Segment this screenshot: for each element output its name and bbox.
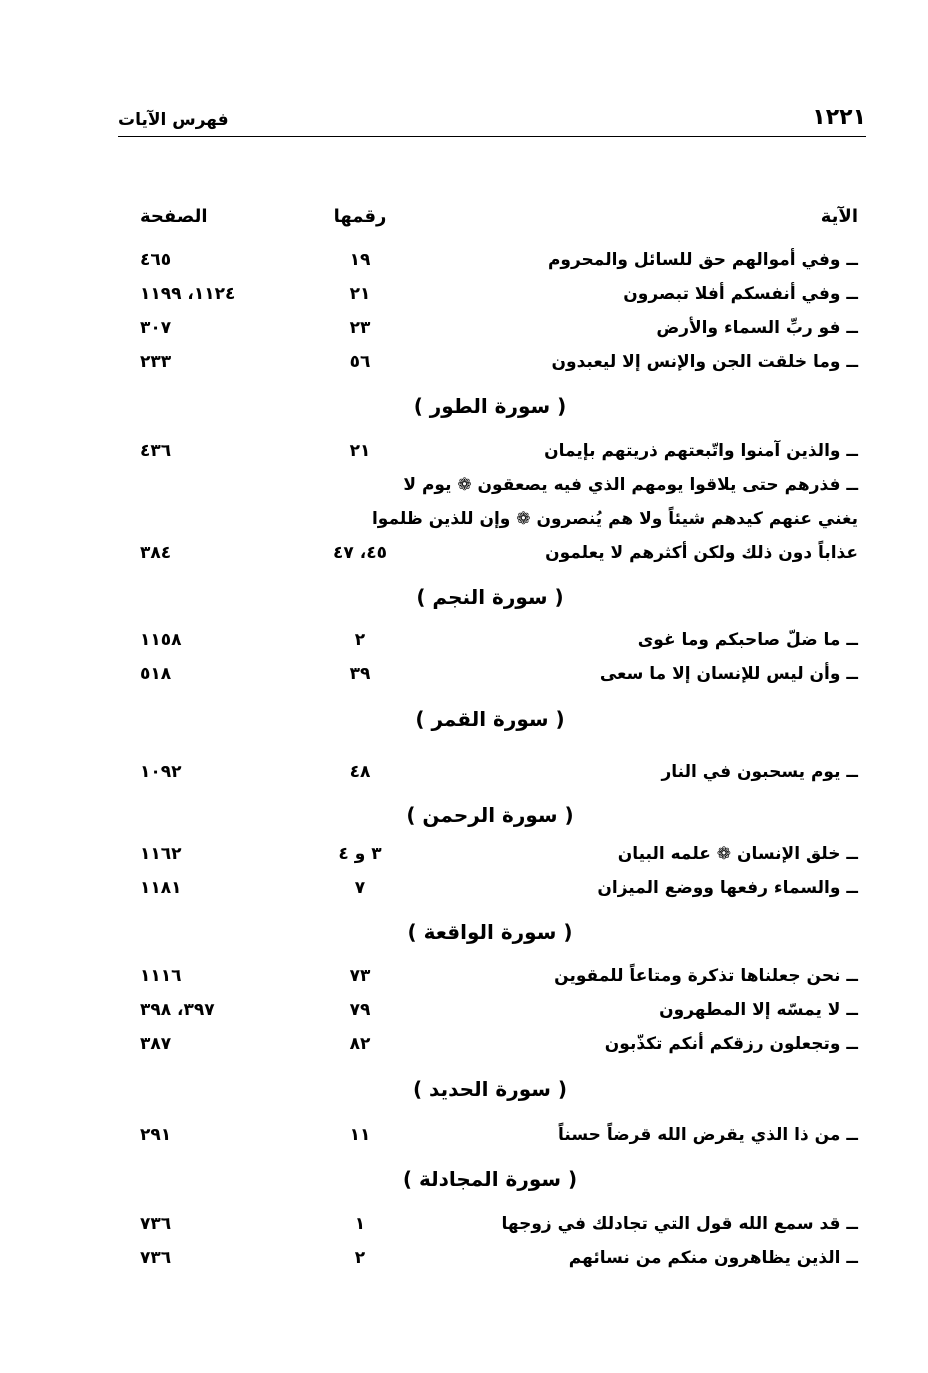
index-row <box>0 345 928 379</box>
page-reference: ١١١٦ <box>140 966 182 986</box>
page-reference: ٧٣٦ <box>140 1214 172 1234</box>
verse-text: ــ وأن ليس للإنسان إلا ما سعى <box>599 664 858 684</box>
verse-number: ٢٣ <box>349 318 371 338</box>
page-number: ١٢٢١ <box>812 105 866 130</box>
verse-number: ٢ <box>354 630 366 650</box>
verse-text: ــ وفي أموالهم حق للسائل والمحروم <box>547 250 858 270</box>
verse-text: عذاباً دون ذلك ولكن أكثرهم لا يعلمون <box>545 543 858 563</box>
index-row <box>0 623 928 657</box>
verse-text: ــ قد سمع الله قول التي تجادلك في زوجها <box>501 1214 858 1234</box>
verse-number: ٤٨ <box>349 762 371 782</box>
index-row <box>0 657 928 691</box>
verse-number: ٨٢ <box>349 1034 371 1054</box>
page-reference: ١١٥٨ <box>140 630 182 650</box>
surah-heading: ( سورة الطور ) <box>413 394 567 418</box>
verse-text: ــ وما خلقت الجن والإنس إلا ليعبدون <box>551 352 858 372</box>
page-reference: ١١٢٤، ١١٩٩ <box>140 284 236 304</box>
page-reference: ٢٣٣ <box>140 352 172 372</box>
surah-heading: ( سورة الواقعة ) <box>407 920 573 944</box>
surah-heading: ( سورة الحديد ) <box>412 1077 568 1101</box>
page-reference: ١٠٩٢ <box>140 762 182 782</box>
index-row <box>0 837 928 871</box>
verse-number: ٧٣ <box>349 966 371 986</box>
verse-number: ١١ <box>349 1125 371 1145</box>
verse-number: ٣ و ٤ <box>338 844 382 864</box>
index-row <box>0 1027 928 1061</box>
verse-text: ــ نحن جعلناها تذكرة ومتاعاً للمقوين <box>554 966 858 986</box>
surah-heading: ( سورة الرحمن ) <box>406 803 574 827</box>
index-row <box>0 536 928 570</box>
page-reference: ٢٩١ <box>140 1125 172 1145</box>
index-row <box>0 1241 928 1275</box>
page-reference: ١١٨١ <box>140 878 182 898</box>
index-row <box>0 311 928 345</box>
page-reference: ٧٣٦ <box>140 1248 172 1268</box>
surah-heading: ( سورة النجم ) <box>416 585 564 609</box>
index-row <box>0 1207 928 1241</box>
page-reference: ٣٠٧ <box>140 318 172 338</box>
column-header-page: الصفحة <box>140 206 208 227</box>
verse-text: ــ ما ضلّ صاحبكم وما غوى <box>637 630 858 650</box>
verse-number: ٤٥، ٤٧ <box>333 543 387 563</box>
verse-text: يغني عنهم كيدهم شيئاً ولا هم يُنصرون ❁ وإن للذين ظلموا <box>371 509 858 529</box>
index-row <box>0 871 928 905</box>
page-reference: ١١٦٢ <box>140 844 182 864</box>
column-header-number: رقمها <box>333 206 387 227</box>
verse-number: ١ <box>354 1214 366 1234</box>
verse-text: ــ وفي أنفسكم أفلا تبصرون <box>623 284 858 304</box>
index-row <box>0 755 928 789</box>
verse-number: ٥٦ <box>349 352 371 372</box>
surah-heading: ( سورة القمر ) <box>415 707 565 731</box>
verse-text: ــ لا يمسّه إلا المطهرون <box>659 1000 858 1020</box>
page-header <box>118 100 866 130</box>
index-row <box>0 993 928 1027</box>
page-reference: ٤٣٦ <box>140 441 172 461</box>
verse-text: ــ وتجعلون رزقكم أنكم تكذّبون <box>604 1034 858 1054</box>
page-reference: ٥١٨ <box>140 664 172 684</box>
verse-text: ــ يوم يسحبون في النار <box>661 762 858 782</box>
verse-text: ــ والذين آمنوا واتّبعتهم ذريتهم بإيمان <box>544 441 858 461</box>
verse-text: ــ والسماء رفعها ووضع الميزان <box>597 878 858 898</box>
verse-number: ١٩ <box>349 250 371 270</box>
index-row <box>0 468 928 502</box>
verse-text: ــ من ذا الذي يقرض الله قرضاً حسناً <box>558 1125 858 1145</box>
index-row <box>0 1118 928 1152</box>
column-headers <box>0 200 928 234</box>
verse-number: ٢١ <box>349 441 371 461</box>
page-reference: ٣٩٧، ٣٩٨ <box>140 1000 215 1020</box>
verse-text: ــ خلق الإنسان ❁ علمه البيان <box>617 844 858 864</box>
page-reference: ٣٨٧ <box>140 1034 172 1054</box>
index-row <box>0 502 928 536</box>
verse-text: ــ فذرهم حتى يلاقوا يومهم الذي فيه يصعقون ❁ يوم لا <box>403 475 858 495</box>
page-reference: ٤٦٥ <box>140 250 172 270</box>
verse-number: ٧٩ <box>349 1000 371 1020</box>
surah-heading: ( سورة المجادلة ) <box>402 1167 578 1191</box>
verse-number: ٢١ <box>349 284 371 304</box>
verse-number: ٣٩ <box>349 664 371 684</box>
page-reference: ٣٨٤ <box>140 543 172 563</box>
verse-text: ــ فو ربِّ السماء والأرض <box>656 318 858 338</box>
index-row <box>0 959 928 993</box>
index-row <box>0 243 928 277</box>
verse-text: ــ الذين يظاهرون منكم من نسائهم <box>568 1248 858 1268</box>
running-title: فهرس الآيات <box>118 110 229 130</box>
index-row <box>0 434 928 468</box>
column-header-verse: الآية <box>820 206 858 227</box>
verse-number: ٧ <box>354 878 366 898</box>
header-rule <box>118 136 866 137</box>
verse-number: ٢ <box>354 1248 366 1268</box>
index-row <box>0 277 928 311</box>
